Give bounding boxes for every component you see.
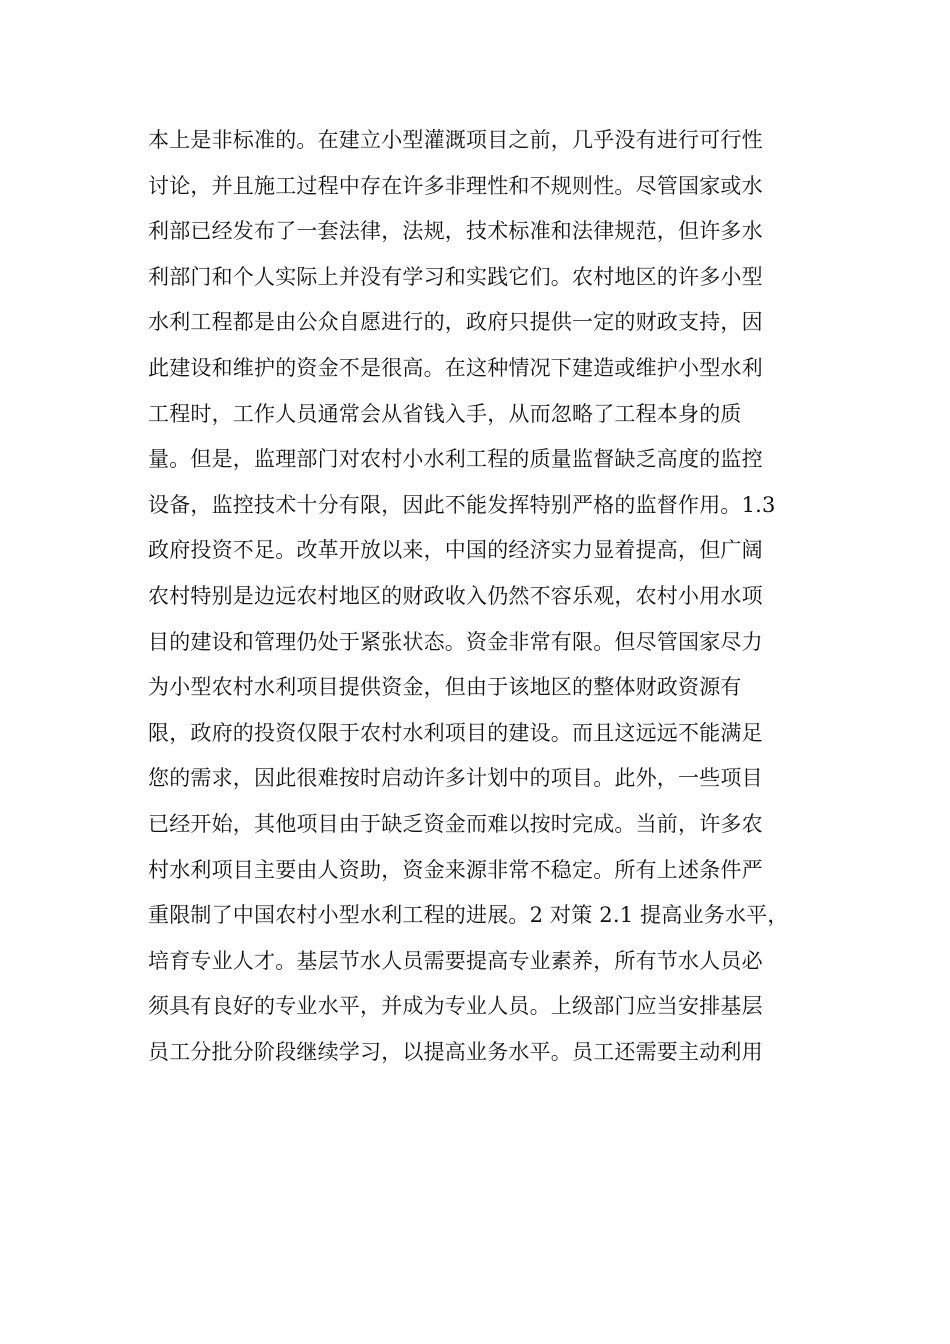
- text-line: 已经开始，其他项目由于缺乏资金而难以按时完成。当前，许多农: [148, 811, 763, 836]
- text-line: 农村特别是边远农村地区的财政收入仍然不容乐观，农村小用水项: [148, 583, 763, 608]
- text-line: 量。但是，监理部门对农村小水利工程的质量监督缺乏高度的监控: [148, 447, 763, 472]
- text-line: 限，政府的投资仅限于农村水利项目的建设。而且这远远不能满足: [148, 720, 763, 745]
- text-line: 重限制了中国农村小型水利工程的进展。2 对策 2.1 提高业务水平，: [148, 903, 789, 928]
- text-line: 本上是非标准的。在建立小型灌溉项目之前，几乎没有进行可行性: [148, 128, 763, 152]
- text-line: 利部门和个人实际上并没有学习和实践它们。农村地区的许多小型: [148, 264, 763, 289]
- text-line: 您的需求，因此很难按时启动许多计划中的项目。此外，一些项目: [148, 766, 763, 791]
- body-text: [148, 118, 808, 1075]
- text-line: 政府投资不足。改革开放以来，中国的经济实力显着提高，但广阔: [148, 538, 763, 563]
- text-line: 工程时，工作人员通常会从省钱入手，从而忽略了工程本身的质: [148, 401, 742, 426]
- text-line: 目的建设和管理仍处于紧张状态。资金非常有限。但尽管国家尽力: [148, 629, 763, 654]
- text-line: 此建设和维护的资金不是很高。在这种情况下建造或维护小型水利: [148, 355, 763, 380]
- text-line: 培育专业人才。基层节水人员需要提高专业素养，所有节水人员必: [148, 948, 763, 973]
- text-line: 讨论，并且施工过程中存在许多非理性和不规则性。尽管国家或水: [148, 173, 763, 198]
- text-line: 利部已经发布了一套法律，法规，技术标准和法律规范，但许多水: [148, 219, 763, 244]
- text-line: 员工分批分阶段继续学习，以提高业务水平。员工还需要主动利用: [148, 1039, 763, 1064]
- text-line: 水利工程都是由公众自愿进行的，政府只提供一定的财政支持，因: [148, 310, 763, 335]
- text-line: 村水利项目主要由人资助，资金来源非常不稳定。所有上述条件严: [148, 857, 763, 882]
- text-line: 为小型农村水利项目提供资金，但由于该地区的整体财政资源有: [148, 675, 742, 700]
- text-line: 须具有良好的专业水平，并成为专业人员。上级部门应当安排基层: [148, 994, 763, 1019]
- text-line: 设备，监控技术十分有限，因此不能发挥特别严格的监督作用。1.3: [148, 492, 776, 517]
